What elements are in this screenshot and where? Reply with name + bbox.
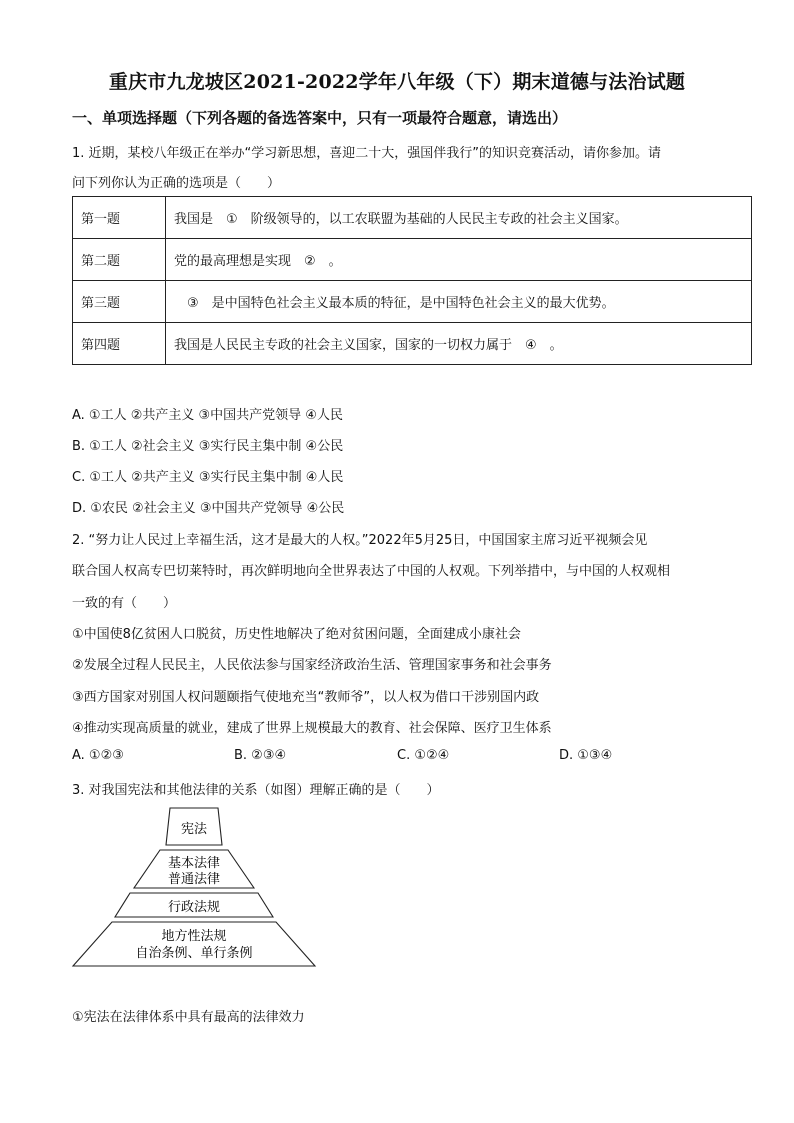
table-cell-content: ③ 是中国特色社会主义最本质的特征，是中国特色社会主义的最大优势。 <box>166 281 752 323</box>
q2-item-2: ②发展全过程人民民主，人民依法参与国家经济政治生活、管理国家事务和社会事务 <box>72 658 552 673</box>
law-hierarchy-pyramid <box>70 800 320 970</box>
table-cell-label: 第四题 <box>73 323 166 365</box>
q1-stem-line2: 问下列你认为正确的选项是（ ） <box>72 176 281 191</box>
q1-option-b[interactable]: B. ①工人 ②社会主义 ③实行民主集中制 ④公民 <box>72 439 344 454</box>
q2-option-b[interactable]: B. ②③④ <box>234 748 287 763</box>
table-cell-label: 第二题 <box>73 239 166 281</box>
table-row <box>73 197 752 239</box>
table-cell-label: 第一题 <box>73 197 166 239</box>
q3-stem: 3. 对我国宪法和其他法律的关系（如图）理解正确的是（ ） <box>72 783 440 798</box>
q2-stem-line3: 一致的有（ ） <box>72 596 177 611</box>
q2-stem-line1: 2. “努力让人民过上幸福生活，这才是最大的人权。”2022年5月25日，中国国家主席习近平视频会见 <box>72 533 648 548</box>
q3-item-1: ①宪法在法律体系中具有最高的法律效力 <box>72 1010 305 1025</box>
q1-option-c[interactable]: C. ①工人 ②共产主义 ③实行民主集中制 ④人民 <box>72 470 344 485</box>
table-row <box>73 281 752 323</box>
pyramid-label-local-regulations: 地方性法规 <box>161 929 227 944</box>
pyramid-label-constitution: 宪法 <box>180 822 208 837</box>
pyramid-label-administrative-regulations: 行政法规 <box>167 900 221 915</box>
q2-item-4: ④推动实现高质量的就业，建成了世界上规模最大的教育、社会保障、医疗卫生体系 <box>72 721 552 736</box>
table-cell-content: 我国是人民民主专政的社会主义国家，国家的一切权力属于 ④ 。 <box>166 323 752 365</box>
table-cell-content: 我国是 ① 阶级领导的，以工农联盟为基础的人民民主专政的社会主义国家。 <box>166 197 752 239</box>
q2-option-d[interactable]: D. ①③④ <box>559 748 613 763</box>
pyramid-label-autonomous-regulations: 自治条例、单行条例 <box>135 946 253 961</box>
table-cell-label: 第三题 <box>73 281 166 323</box>
q1-table <box>72 196 752 365</box>
q2-option-a[interactable]: A. ①②③ <box>72 748 124 763</box>
q1-option-a[interactable]: A. ①工人 ②共产主义 ③中国共产党领导 ④人民 <box>72 408 343 423</box>
table-row <box>73 239 752 281</box>
table-row <box>73 323 752 365</box>
q2-option-c[interactable]: C. ①②④ <box>397 748 450 763</box>
q2-stem-line2: 联合国人权高专巴切莱特时，再次鲜明地向全世界表达了中国的人权观。下列举措中，与中国的人权观相 <box>72 564 671 579</box>
q2-item-3: ③西方国家对别国人权问题颐指气使地充当“教师爷”，以人权为借口干涉别国内政 <box>72 690 540 705</box>
section-heading: 一、单项选择题（下列各题的备选答案中，只有一项最符合题意，请选出） <box>72 109 568 127</box>
q1-option-d[interactable]: D. ①农民 ②社会主义 ③中国共产党领导 ④公民 <box>72 501 345 516</box>
page-title: 重庆市九龙坡区2021-2022学年八年级（下）期末道德与法治试题 <box>108 71 686 93</box>
table-cell-content: 党的最高理想是实现 ② 。 <box>166 239 752 281</box>
q2-item-1: ①中国使8亿贫困人口脱贫，历史性地解决了绝对贫困问题，全面建成小康社会 <box>72 627 521 642</box>
pyramid-label-ordinary-law: 普通法律 <box>167 872 221 887</box>
pyramid-label-basic-law: 基本法律 <box>167 856 221 871</box>
q1-stem-line1: 1. 近期，某校八年级正在举办“学习新思想，喜迎二十大，强国伴我行”的知识竞赛活动，请你参加。请 <box>72 146 662 161</box>
